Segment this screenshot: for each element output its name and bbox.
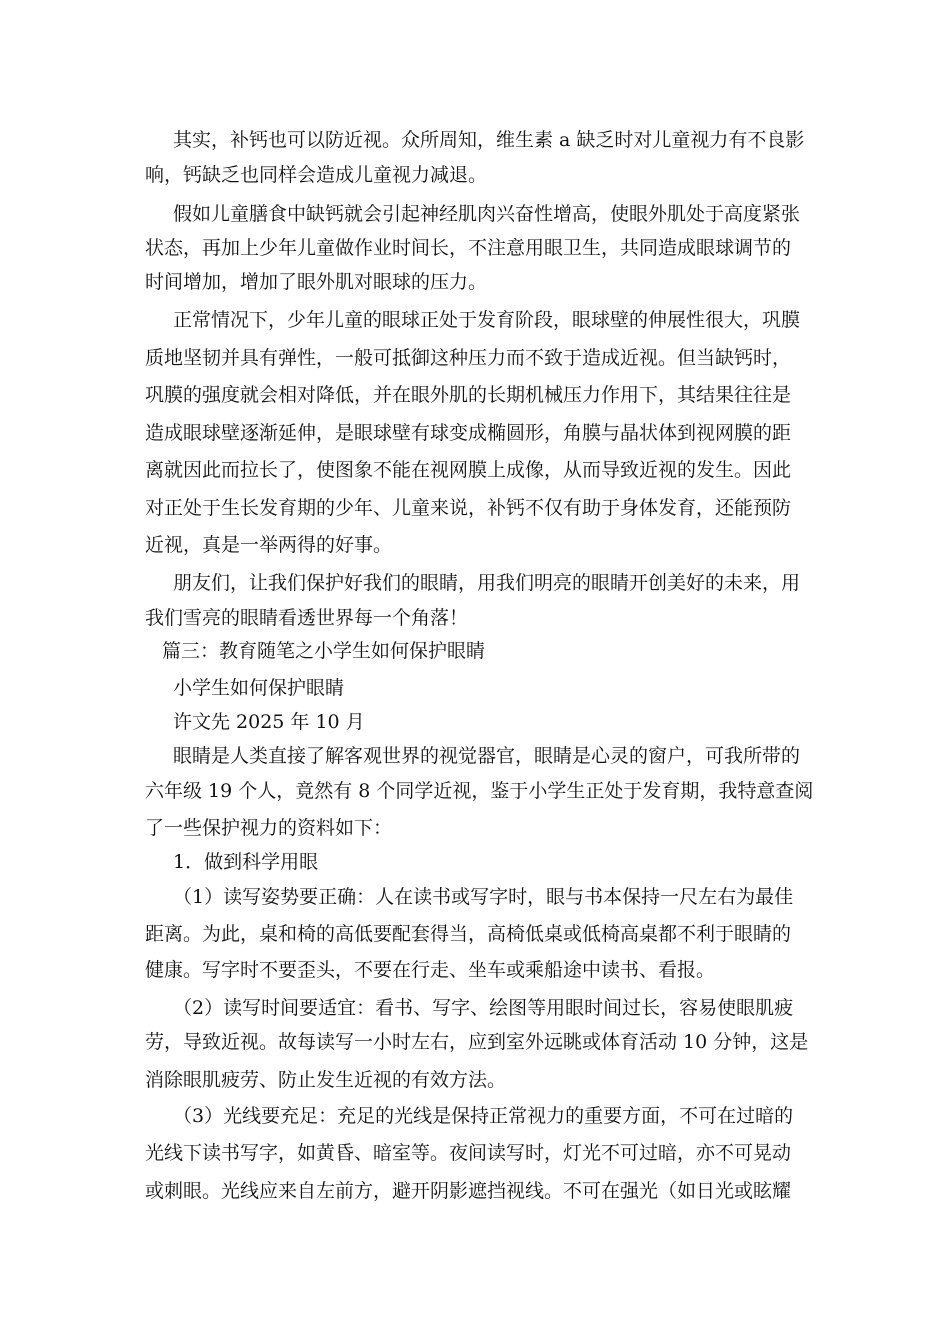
text-line: 其实，补钙也可以防近视。众所周知，维生素 a 缺乏时对儿童视力有不良影 — [173, 129, 805, 151]
text-line: 造成眼球壁逐渐延伸，是眼球壁有球变成椭圆形，角膜与晶状体到视网膜的距 — [145, 422, 792, 444]
text-line: 对正处于生长发育期的少年、儿童来说，补钙不仅有助于身体发育，还能预防 — [145, 497, 792, 519]
text-line: 健康。写字时不要歪头，不要在行走、坐车或乘船途中读书、看报。 — [145, 959, 716, 981]
text-line: 消除眼肌疲劳、防止发生近视的有效方法。 — [145, 1069, 507, 1091]
text-line: 眼睛是人类直接了解客观世界的视觉器官，眼睛是心灵的窗户，可我所带的 — [173, 745, 801, 767]
list-heading: 1．做到科学用眼 — [173, 851, 319, 873]
text-line: 响，钙缺乏也同样会造成儿童视力减退。 — [145, 164, 488, 186]
text-line: 我们雪亮的眼睛看透世界每一个角落！ — [145, 607, 469, 629]
text-line: 状态，再加上少年儿童做作业时间长，不注意用眼卫生，共同造成眼球调节的 — [145, 237, 792, 259]
text-line: 劳，导致近视。故每读写一小时左右，应到室外远眺或体育活动 10 分钟，这是 — [145, 1031, 809, 1053]
text-line: 假如儿童膳食中缺钙就会引起神经肌肉兴奋性增高，使眼外肌处于高度紧张 — [173, 203, 801, 225]
text-line: 质地坚韧并具有弹性，一般可抵御这种压力而不致于造成近视。但当缺钙时， — [145, 347, 792, 369]
text-line: 巩膜的强度就会相对降低，并在眼外肌的长期机械压力作用下，其结果往往是 — [145, 384, 792, 406]
text-line: 或刺眼。光线应来自左前方，避开阴影遮挡视线。不可在强光（如日光或眩耀 — [145, 1180, 792, 1202]
text-line: 离就因此而拉长了，使图象不能在视网膜上成像，从而导致近视的发生。因此 — [145, 459, 792, 481]
text-line: 距离。为此，桌和椅的高低要配套得当，高椅低桌或低椅高桌都不利于眼睛的 — [145, 923, 792, 945]
text-line: 了一些保护视力的资料如下： — [145, 817, 393, 839]
text-line: （1）读写姿势要正确：人在读书或写字时，眼与书本保持一尺左右为最佳 — [173, 886, 794, 908]
text-line: 六年级 19 个人，竟然有 8 个同学近视，鉴于小学生正处于发育期，我特意查阅 — [145, 780, 814, 802]
text-line: （3）光线要充足：充足的光线是保持正常视力的重要方面，不可在过暗的 — [173, 1105, 794, 1127]
text-line: 光线下读书写字，如黄昏、暗室等。夜间读写时，灯光不可过暗，亦不可晃动 — [145, 1142, 792, 1164]
text-line: 朋友们，让我们保护好我们的眼睛，用我们明亮的眼睛开创美好的未来，用 — [173, 572, 801, 594]
author-date: 许文先 2025 年 10 月 — [173, 711, 365, 733]
text-line: 近视，真是一举两得的好事。 — [145, 534, 393, 556]
text-line: 时间增加，增加了眼外肌对眼球的压力。 — [145, 271, 488, 293]
text-line: （2）读写时间要适宜：看书、写字、绘图等用眼时间过长，容易使眼肌疲 — [173, 997, 794, 1019]
text-line: 正常情况下，少年儿童的眼球正处于发育阶段，眼球壁的伸展性很大，巩膜 — [173, 309, 801, 331]
section-heading: 篇三：教育随笔之小学生如何保护眼睛 — [162, 640, 486, 662]
article-title: 小学生如何保护眼睛 — [173, 677, 345, 699]
